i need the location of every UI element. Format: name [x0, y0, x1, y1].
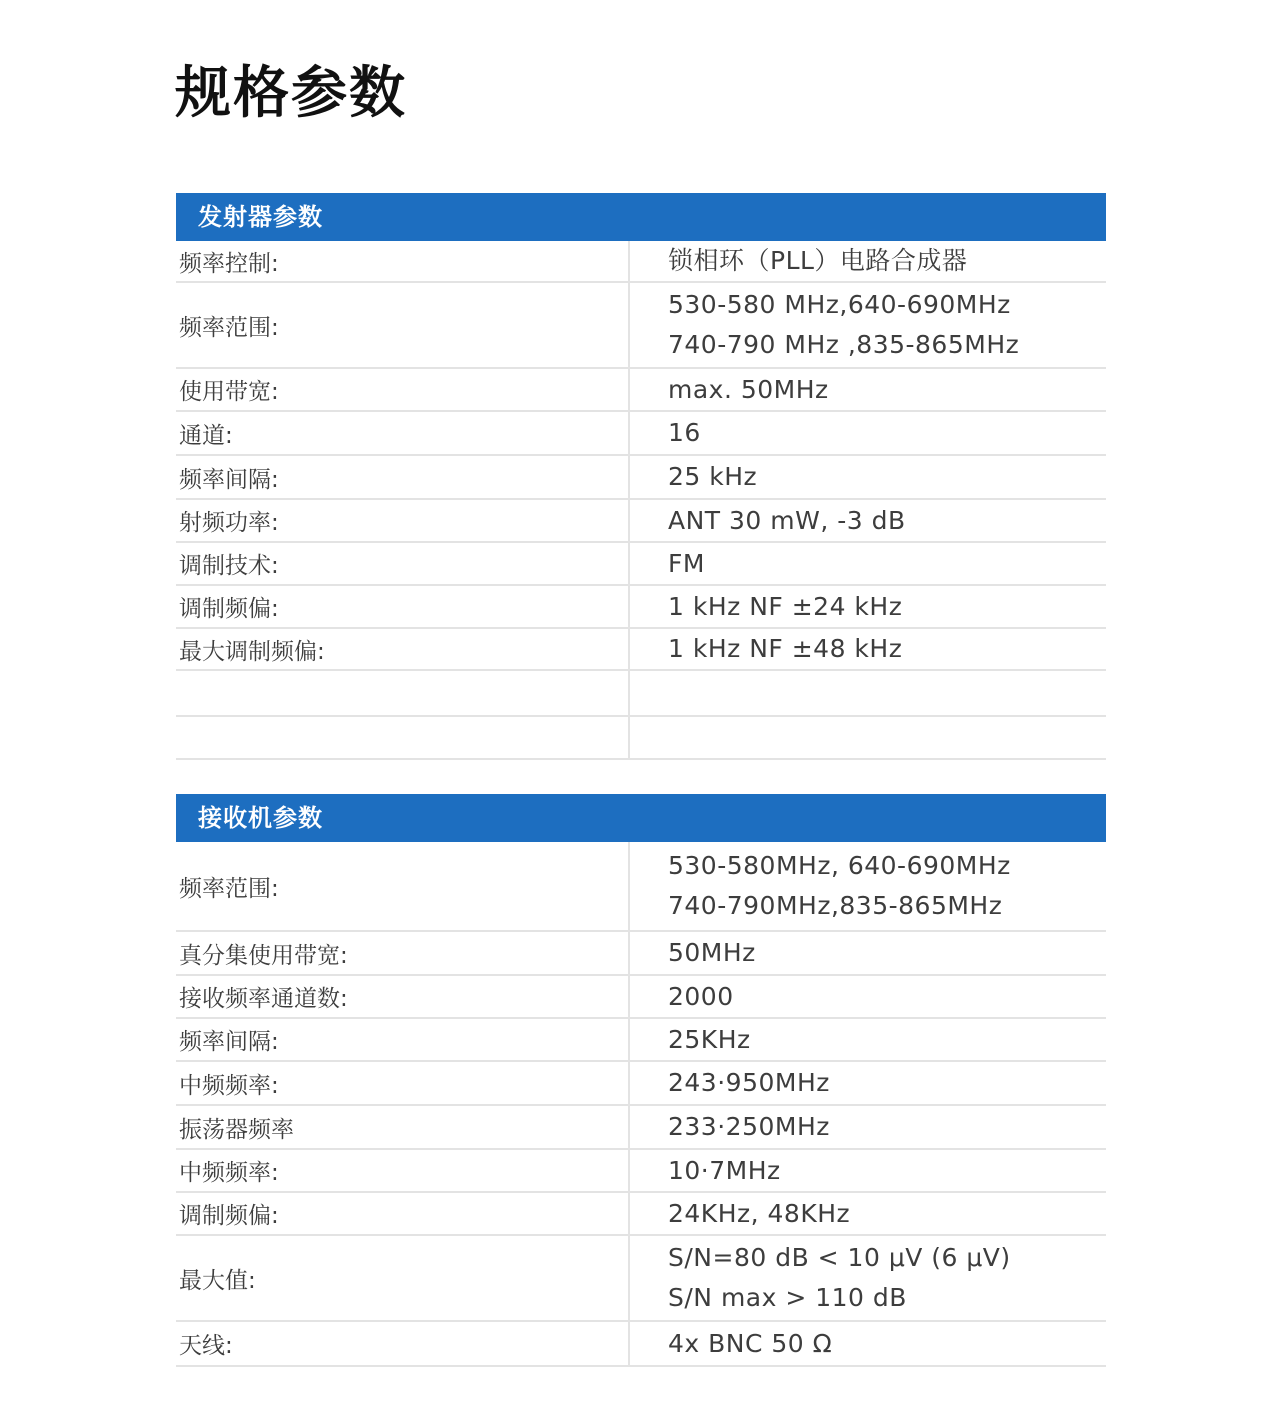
- table-row: [176, 1235, 1106, 1321]
- spec-value: [629, 931, 1106, 975]
- spec-value-line: 4x BNC 50 Ω: [668, 1328, 833, 1358]
- spec-label: 天线:: [176, 1321, 629, 1366]
- spec-value-line: 25 kHz: [668, 462, 758, 491]
- spec-value-line: 16: [668, 418, 701, 447]
- spec-value: [629, 499, 1106, 542]
- spec-value: [629, 716, 1106, 759]
- spec-label: 调制频偏:: [176, 1192, 629, 1235]
- spec-label: 接收频率通道数:: [176, 975, 629, 1018]
- spec-label: 调制技术:: [176, 542, 629, 585]
- spec-value-line: 530-580MHz, 640-690MHz: [668, 851, 1011, 880]
- spec-label: 最大值:: [176, 1235, 629, 1321]
- spec-value: [629, 1321, 1106, 1366]
- spec-value-line: 2000: [668, 981, 734, 1011]
- spec-value-line: 1 kHz NF ±24 kHz: [668, 591, 903, 621]
- table-row: [176, 1105, 1106, 1149]
- spec-value-line: 1 kHz NF ±48 kHz: [668, 634, 903, 663]
- spec-value-line: max. 50MHz: [668, 374, 829, 404]
- spec-label: 最大调制频偏:: [176, 628, 629, 670]
- spec-value: [629, 542, 1106, 585]
- table-row: [176, 282, 1106, 368]
- table-row: [176, 1061, 1106, 1105]
- spec-value-line: FM: [668, 548, 705, 578]
- spec-label: 中频频率:: [176, 1061, 629, 1105]
- spec-label: 频率控制:: [176, 241, 629, 282]
- receiver-spec-table: [176, 842, 1106, 1367]
- table-row: [176, 628, 1106, 670]
- spec-value: [629, 1018, 1106, 1061]
- spec-label: 频率间隔:: [176, 1018, 629, 1061]
- spec-value: [629, 1061, 1106, 1105]
- spec-label: 真分集使用带宽:: [176, 931, 629, 975]
- table-row: [176, 716, 1106, 759]
- spec-label: 通道:: [176, 411, 629, 455]
- spec-value-line: 530-580 MHz,640-690MHz: [668, 290, 1011, 319]
- spec-value: [629, 975, 1106, 1018]
- table-row: [176, 842, 1106, 931]
- receiver-section-header: 接收机参数: [176, 794, 1106, 842]
- spec-value: [629, 670, 1106, 716]
- spec-value: [629, 1192, 1106, 1235]
- spec-label: [176, 670, 629, 716]
- spec-value-line: 25KHz: [668, 1024, 751, 1054]
- table-row: [176, 241, 1106, 282]
- spec-label: 中频频率:: [176, 1149, 629, 1192]
- table-row: [176, 670, 1106, 716]
- spec-label: 频率范围:: [176, 842, 629, 931]
- table-row: [176, 1149, 1106, 1192]
- spec-value: [629, 411, 1106, 455]
- table-row: [176, 455, 1106, 499]
- spec-label: [176, 716, 629, 759]
- spec-value: [629, 842, 1106, 931]
- receiver-section: [176, 794, 1106, 1367]
- table-row: [176, 499, 1106, 542]
- spec-label: 使用带宽:: [176, 368, 629, 411]
- spec-value-line: S/N=80 dB < 10 μV (6 μV): [668, 1243, 1011, 1272]
- table-row: [176, 931, 1106, 975]
- spec-value-line: 锁相环（PLL）电路合成器: [668, 246, 968, 275]
- spec-label: 频率间隔:: [176, 455, 629, 499]
- spec-value: [629, 1149, 1106, 1192]
- spec-value: [629, 1105, 1106, 1149]
- spec-value-line: 50MHz: [668, 938, 756, 967]
- table-row: [176, 1018, 1106, 1061]
- spec-value-line: 740-790 MHz ,835-865MHz: [668, 330, 1020, 359]
- page-title: 规格参数: [175, 61, 407, 126]
- spec-value: [629, 282, 1106, 368]
- transmitter-section: [176, 193, 1106, 760]
- table-row: [176, 975, 1106, 1018]
- table-row: [176, 411, 1106, 455]
- spec-label: 调制频偏:: [176, 585, 629, 628]
- spec-label: 频率范围:: [176, 282, 629, 368]
- spec-label: 振荡器频率: [176, 1105, 629, 1149]
- spec-value: [629, 241, 1106, 282]
- spec-value-line: 24KHz, 48KHz: [668, 1198, 851, 1228]
- table-row: [176, 542, 1106, 585]
- transmitter-spec-table: [176, 241, 1106, 760]
- spec-value: [629, 1235, 1106, 1321]
- spec-value-line: 10·7MHz: [668, 1155, 781, 1185]
- spec-value: [629, 585, 1106, 628]
- spec-value: [629, 455, 1106, 499]
- table-row: [176, 1321, 1106, 1366]
- table-row: [176, 1192, 1106, 1235]
- spec-value: [629, 628, 1106, 670]
- spec-value-line: ANT 30 mW, -3 dB: [668, 505, 906, 535]
- spec-value: [629, 368, 1106, 411]
- transmitter-section-header: 发射器参数: [176, 193, 1106, 241]
- spec-label: 射频功率:: [176, 499, 629, 542]
- table-row: [176, 585, 1106, 628]
- spec-value-line: 243·950MHz: [668, 1068, 830, 1097]
- spec-value-line: S/N max > 110 dB: [668, 1283, 907, 1312]
- table-row: [176, 368, 1106, 411]
- spec-value-line: 233·250MHz: [668, 1112, 830, 1141]
- spec-value-line: 740-790MHz,835-865MHz: [668, 891, 1003, 920]
